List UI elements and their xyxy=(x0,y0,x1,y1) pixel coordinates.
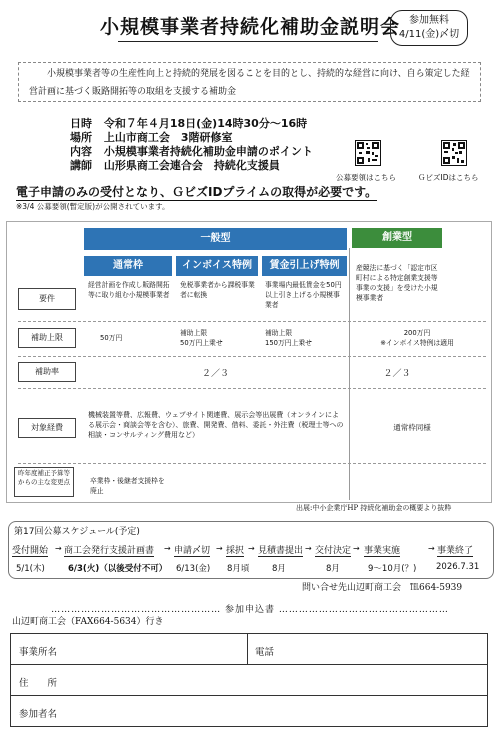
cell-cap-wage: 補助上限 150万円上乗せ xyxy=(265,329,312,347)
phone-label: 電話 xyxy=(255,647,275,658)
schedule-date: 8月頃 xyxy=(227,564,250,574)
row-label-subsidy-cap: 補助上限 xyxy=(18,328,76,348)
form-row-address xyxy=(11,665,487,696)
badge-line1: 参加無料 xyxy=(409,15,449,26)
cell-rate-general: ２／３ xyxy=(201,369,229,379)
schedule-date: 8月 xyxy=(272,564,286,574)
qr-pattern-icon xyxy=(356,141,380,165)
header-startup-type: 創業型 xyxy=(352,228,442,248)
schedule-step: 事業終了 xyxy=(437,543,473,557)
schedule-date: 9～10月(？) xyxy=(368,564,417,574)
info-value: 上山市商工会 3階研修室 xyxy=(103,131,233,144)
cell-cap-startup: 200万円 ※インボイス特例は適用 xyxy=(380,329,454,347)
page-title: 小規模事業者持続化補助金説明会 xyxy=(99,16,400,38)
header-normal-frame: 通常枠 xyxy=(84,256,172,276)
title-underline xyxy=(118,41,378,42)
header-wage-special: 賃金引上げ特例 xyxy=(262,256,347,276)
header-general-type: 一般型 xyxy=(84,228,347,250)
info-key: 内容 xyxy=(70,145,92,158)
qr-caption-guidelines: 公募要領はこちら xyxy=(336,173,396,182)
office-name-label: 事業所名 xyxy=(19,647,58,658)
schedule-step: 採択 xyxy=(226,543,244,557)
contact-info: 問い合せ先山辺町商工会 ℡664-5939 xyxy=(302,583,463,593)
cell-req-startup: 産競法に基づく「認定市区町村による特定創業支援等事業の支援」を受けた小規模事業者 xyxy=(356,264,438,302)
row-divider xyxy=(18,321,486,322)
form-title: 参加申込書 xyxy=(224,605,275,615)
cell-req-normal: 経営計画を作成し販路開拓等に取り組む小規模事業者 xyxy=(88,281,170,299)
schedule-step: 事業実施 xyxy=(364,543,400,557)
source-note: 出展:中小企業庁HP 持続化補助金の概要より抜粋 xyxy=(296,504,452,512)
cell-cap-invoice: 補助上限 50万円上乗せ xyxy=(180,329,223,347)
info-row-lecturer xyxy=(70,157,280,173)
arrow-right-icon: → xyxy=(305,544,312,553)
application-form xyxy=(10,633,488,727)
cell-rate-startup: ２／３ xyxy=(383,369,411,379)
cell-req-wage: 事業場内最低賃金を50円以上引き上げる小規模事業者 xyxy=(265,281,342,309)
info-key: 場所 xyxy=(70,131,92,144)
row-divider xyxy=(18,388,486,389)
electronic-application-notice: 電子申請のみの受付となり、ＧビズIDプライムの取得が必要です。 xyxy=(16,185,378,199)
arrow-right-icon: → xyxy=(428,544,435,553)
qr-code-guidelines[interactable] xyxy=(355,140,381,166)
schedule-date: 8月 xyxy=(326,564,340,574)
purpose-text: 小規模事業者等の生産性向上と持続的発展を図ることを目的とし、持続的な経営に向け、自ら策定した経営計画に基づく販路開拓等の取組を支援する補助金 xyxy=(18,62,481,102)
schedule-date: 2026.7.31 xyxy=(436,562,480,572)
row-label-subsidy-rate: 補助率 xyxy=(18,362,76,382)
row-label-requirements: 要件 xyxy=(18,288,76,310)
schedule-step: 受付開始 xyxy=(12,543,48,557)
header-invoice-special: インボイス特例 xyxy=(176,256,258,276)
form-row-office xyxy=(11,634,487,665)
cell-expenses-general: 機械装置等費、広報費、ウェブサイト関連費、展示会等出展費（オンラインによる展示会・商談会等を含む）、旅費、開発費、借料、委託・外注費（税理士等への相談・コンサルティング費用など） xyxy=(88,411,344,439)
form-row-participant xyxy=(11,696,487,726)
form-cell-divider xyxy=(247,634,248,664)
cell-cap-normal: 50万円 xyxy=(100,334,123,342)
info-value: 山形県商工会連合会 持続化支援員 xyxy=(103,159,280,172)
info-value: 令和７年４月18日(金)14時30分～16時 xyxy=(103,117,308,130)
row-divider xyxy=(18,356,486,357)
row-label-changes: 昨年度補正予算等からの主な変更点 xyxy=(14,467,74,497)
info-key: 講師 xyxy=(70,159,92,172)
badge-line2: 4/11(金)〆切 xyxy=(398,29,460,40)
qr-caption-gbizid: ＧビズIDはこちら xyxy=(418,173,479,182)
arrow-right-icon: → xyxy=(353,544,360,553)
qr-code-gbizid[interactable] xyxy=(441,140,467,166)
dotted-leader: …………………………………………… xyxy=(51,605,222,615)
schedule-title: 第17回公募スケジュール(予定) xyxy=(14,527,140,537)
cell-expenses-startup: 通常枠同様 xyxy=(393,423,431,432)
schedule-step: 見積書提出 xyxy=(258,543,303,557)
schedule-step: 申請〆切 xyxy=(174,543,210,557)
info-key: 日時 xyxy=(70,117,92,130)
schedule-step: 商工会発行支援計画書 xyxy=(64,543,154,557)
arrow-right-icon: → xyxy=(164,544,171,553)
schedule-date: 6/13(金) xyxy=(176,564,211,574)
free-deadline-badge xyxy=(390,10,468,46)
cell-req-invoice: 免税事業者から課税事業者に転換 xyxy=(180,281,255,299)
schedule-date-deadline: 6/3(火)（以後受付不可） xyxy=(68,564,168,574)
participant-label: 参加者名 xyxy=(19,709,58,720)
arrow-right-icon: → xyxy=(216,544,223,553)
schedule-date: 5/1(木) xyxy=(16,564,45,574)
row-divider xyxy=(18,463,486,464)
arrow-right-icon: → xyxy=(55,544,62,553)
address-label: 住 所 xyxy=(19,678,58,689)
info-value: 小規模事業者持続化補助金申請のポイント xyxy=(103,145,313,158)
row-label-eligible-expenses: 対象経費 xyxy=(18,418,76,438)
notice-subtext: ※3/4 公募要領(暫定版)が公開されています。 xyxy=(16,202,170,211)
qr-pattern-icon xyxy=(442,141,466,165)
cell-changes-general: 卒業枠・後継者支援枠を廃止 xyxy=(90,477,165,495)
arrow-right-icon: → xyxy=(248,544,255,553)
form-recipient: 山辺町商工会（FAX664-5634）行き xyxy=(12,617,164,627)
dotted-leader: …………………………………………… xyxy=(278,605,449,615)
schedule-step: 交付決定 xyxy=(315,543,351,557)
